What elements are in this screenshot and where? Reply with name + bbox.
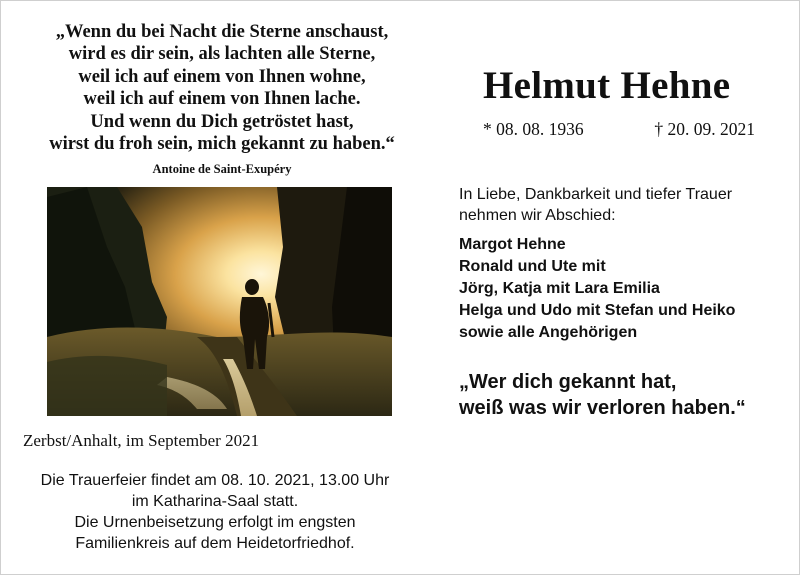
mourner-item: sowie alle Angehörigen [459,324,638,341]
funeral-info [17,470,413,554]
mourner-item: Ronald und Ute mit [459,258,606,275]
quote-line: wirst du froh sein, mich gekannt zu haben.“ [49,134,395,155]
quote-line: Und wenn du Dich getröstet hast, [90,111,354,132]
mourner-item: Helga und Udo mit Stefan und Heiko [459,302,736,319]
closing-quote [459,369,746,421]
farewell-text [459,184,732,226]
mourner-item: Margot Hehne [459,236,566,253]
death-date: † 20. 09. 2021 [654,119,755,139]
deceased-name: Helmut Hehne [483,64,731,107]
farewell-line: nehmen wir Abschied: [459,207,616,224]
funeral-info-line: im Katharina-Saal statt. [131,493,299,510]
funeral-info-line: Die Urnenbeisetzung erfolgt im engsten [74,514,356,531]
memorial-photo [47,187,392,416]
quote-line: weil ich auf einem von Ihnen lache. [83,89,361,110]
mourner-item: Jörg, Katja mit Lara Emilia [459,280,660,297]
quote-author: Antoine de Saint-Exupéry [152,162,292,177]
quote-line: wird es dir sein, als lachten alle Sterne, [68,44,376,65]
funeral-info-line: Die Trauerfeier findet am 08. 10. 2021, 13.00 Uhr [40,472,390,489]
farewell-line: In Liebe, Dankbarkeit und tiefer Trauer [459,186,733,203]
funeral-info-line: Familienkreis auf dem Heidetorfriedhof. [75,535,355,552]
poem-quote [29,21,415,177]
mourners-list [459,234,735,344]
closing-quote-line: „Wer dich gekannt hat, [459,371,677,393]
closing-quote-line: weiß was wir verloren haben.“ [459,397,746,419]
quote-line: „Wenn du bei Nacht die Sterne anschaust, [55,22,389,42]
quote-line: weil ich auf einem von Ihnen wohne, [78,66,366,87]
forest-path-sunset-image [47,187,392,416]
place-and-date: Zerbst/Anhalt, im September 2021 [23,431,260,450]
birth-date: * 08. 08. 1936 [483,119,584,139]
